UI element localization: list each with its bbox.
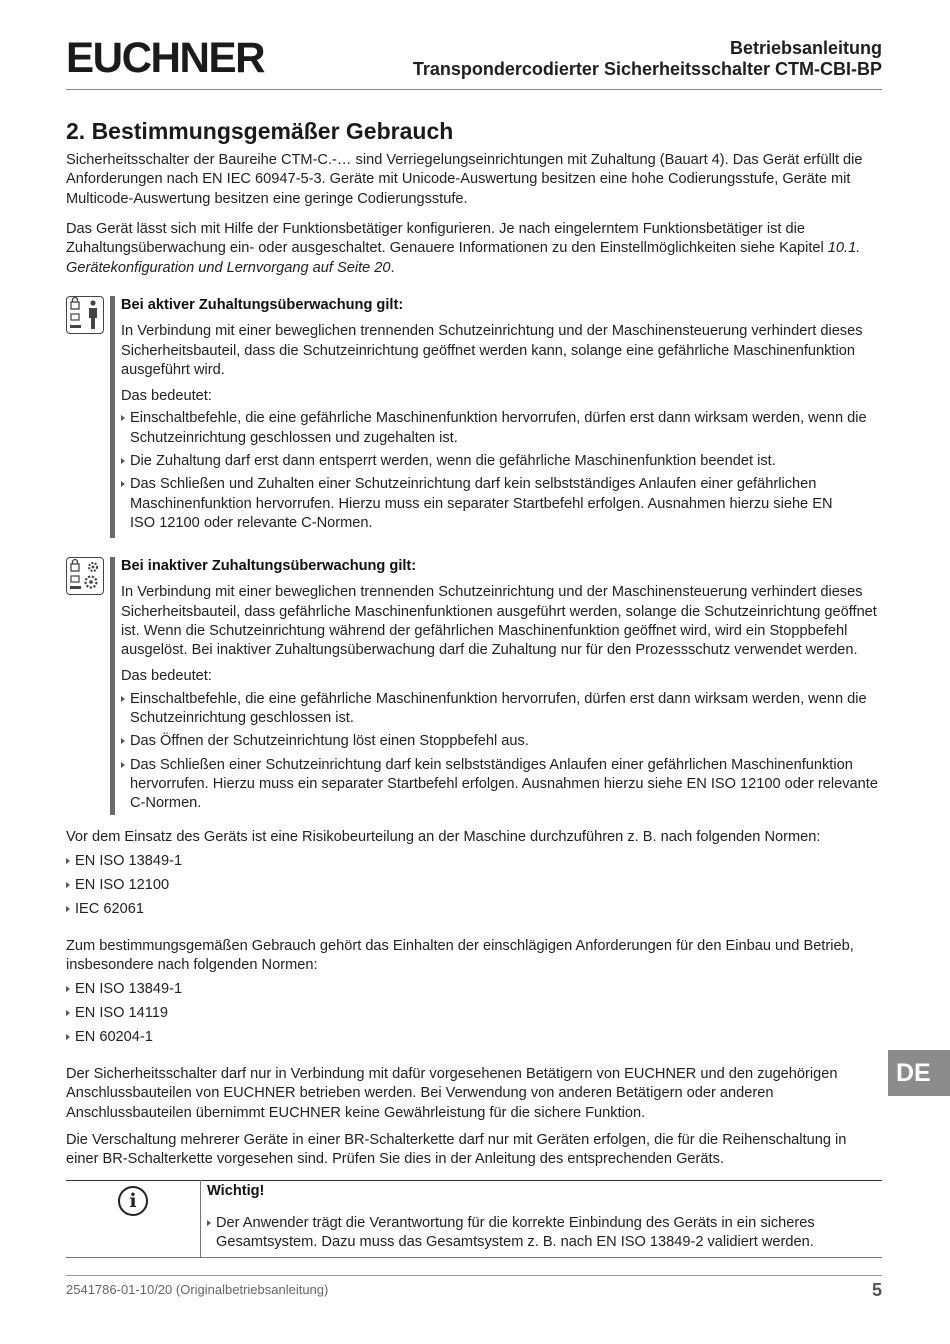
actuators-paragraph: Der Sicherheitsschalter darf nur in Verbindung mit dafür vorgesehenen Betätigern von EUCHNER und den zugehörigen Anschlussbauteilen von EUCHNER betrieben werden. Bei Verwendung von anderen Betätigern oder anderen Anschlussbauteilen übernimmt EUCHNER keine Gewährleistung für die sichere Funktion. — [66, 1066, 838, 1121]
intro-paragraph-1: Sicherheitsschalter der Baureihe CTM-C.-… sind Verriegelungseinrichtungen mit Zuhaltung (Bauart 4). Das Gerät erfüllt die Anforderungen nach EN IEC 60947-5-3. Geräte mit Unicode-Auswertung besitzen eine hohe Codierungsstufe, Geräte mit Multicode-Auswertung besitzen eine geringe Codierungsstufe. — [66, 152, 863, 207]
section-heading: 2. Bestimmungsgemäßer Gebrauch — [66, 118, 454, 144]
list-item: Einschaltbefehle, die eine gefährliche Maschinenfunktion hervorrufen, dürfen erst dann wirksam werden, wenn die Schutzeinrichtung geschlossen und zugehalten ist. — [121, 409, 883, 448]
list-item: Das Schließen einer Schutzeinrichtung darf kein selbstständiges Anlaufen einer gefährlichen Maschinenfunktion hervorrufen. Hierzu muss ein separater Startbefehl erfolgen. Ausnahmen hierzu siehe EN ISO 12100 oder relevante C-Normen. — [121, 756, 882, 814]
risk-norms-list — [66, 852, 882, 924]
info-icon: i — [118, 1186, 148, 1216]
block-active-meaning: Das bedeutet: — [121, 388, 212, 405]
list-item: Der Anwender trägt die Verantwortung für die korrekte Einbindung des Geräts in ein sicheres Gesamtsystem. Dazu muss das Gesamtsystem z. B. nach EN ISO 13849-2 validiert werden. — [207, 1214, 867, 1253]
chapter-reference: 10.1. Gerätekonfiguration und Lernvorgang auf Seite 20 — [66, 240, 861, 276]
product-title: Transpondercodierter Sicherheitsschalter CTM-CBI-BP — [412, 59, 882, 79]
block-active — [121, 296, 883, 533]
block-active-text: In Verbindung mit einer beweglichen trennenden Schutzeinrichtung und der Maschinensteuerung verhindert dieses Sicherheitsbauteil, dass die Schutzeinrichtung geöffnet werden kann, solange eine gefährliche Maschinenfunktion ausgeführt wird. — [121, 323, 863, 378]
person-lock-icon — [66, 296, 104, 334]
lock-gears-icon — [66, 557, 104, 595]
list-item: EN ISO 12100 — [66, 876, 882, 895]
block-inactive-bar — [110, 557, 115, 815]
block-inactive-text: In Verbindung mit einer beweglichen trennenden Schutzeinrichtung und der Maschinensteuerung verhindert dieses Sicherheitsbauteil, dass gefährliche Maschinenfunktionen ausgeführt werden, solange die Schutzeinrichtung geöffnet ist. Wenn die Schutzeinrichtung während der gefährlichen Maschinenfunktion geöffnet wird, wird ein Stoppbefehl ausgelöst. Bei inaktiver Zuhaltungsüberwachung darf die Zuhaltung nur für den Prozessschutz verwendet werden. — [121, 584, 877, 659]
block-active-bar — [110, 296, 115, 538]
list-item: EN ISO 13849-1 — [66, 852, 882, 871]
block-inactive-title: Bei inaktiver Zuhaltungsüberwachung gilt: — [121, 558, 417, 574]
list-item: EN 60204-1 — [66, 1028, 882, 1047]
page-number: 5 — [871, 1280, 882, 1300]
euchner-logo: EUCHNER — [66, 34, 265, 82]
footer-divider — [66, 1275, 882, 1276]
language-tab: DE — [888, 1050, 950, 1096]
intro-paragraph-2: Das Gerät lässt sich mit Hilfe der Funktionsbetätiger konfigurieren. Je nach eingelerntem Funktionsbetätiger ist die Zuhaltungsüberwachung ein- oder ausgeschaltet. Genauere Informationen zu den Einstellmöglichkeiten siehe Kapitel 10.1. Gerätekonfiguration und Lernvorgang auf Seite 20. — [66, 221, 861, 276]
block-inactive-meaning: Das bedeutet: — [121, 668, 212, 685]
block-active-title: Bei aktiver Zuhaltungsüberwachung gilt: — [121, 297, 404, 313]
note-text — [207, 1214, 867, 1253]
list-item: Die Zuhaltung darf erst dann entsperrt werden, wenn die gefährliche Maschinenfunktion beendet ist. — [121, 452, 883, 471]
chain-paragraph: Die Verschaltung mehrerer Geräte in einer BR-Schalterkette darf nur mit Geräten erfolgen, die für die Reihenschaltung in einer BR-Schalterkette vorgesehen sind. Prüfen Sie dies in der Anleitung des entsprechenden Geräts. — [66, 1132, 847, 1168]
list-item: IEC 62061 — [66, 900, 882, 919]
block-inactive — [121, 557, 883, 814]
intended-use-norms-list — [66, 980, 882, 1052]
intended-use-paragraph: Zum bestimmungsgemäßen Gebrauch gehört das Einhalten der einschlägigen Anforderungen für den Einbau und Betrieb, insbesondere nach folgenden Normen: — [66, 938, 854, 974]
note-top-rule — [66, 1180, 882, 1181]
note-title: Wichtig! — [207, 1183, 265, 1199]
note-divider — [200, 1180, 201, 1257]
risk-paragraph: Vor dem Einsatz des Geräts ist eine Risikobeurteilung an der Maschine durchzuführen z. B. nach folgenden Normen: — [66, 829, 821, 845]
list-item: EN ISO 14119 — [66, 1004, 882, 1023]
note-bottom-rule — [66, 1257, 882, 1258]
list-item: Das Öffnen der Schutzeinrichtung löst einen Stoppbefehl aus. — [121, 732, 883, 751]
list-item: EN ISO 13849-1 — [66, 980, 882, 999]
list-item: Einschaltbefehle, die eine gefährliche Maschinenfunktion hervorrufen, dürfen erst dann wirksam werden, wenn die Schutzeinrichtung geschlossen ist. — [121, 690, 883, 729]
document-number: 2541786-01-10/20 (Originalbetriebsanleitung) — [66, 1282, 329, 1297]
header-divider — [66, 89, 882, 90]
list-item: Das Schließen und Zuhalten einer Schutzeinrichtung darf kein selbstständiges Anlaufen einer gefährlichen Maschinenfunktion hervorrufen. Hierzu muss ein separater Startbefehl erfolgen. Ausnahmen hierzu siehe EN ISO 12100 oder relevante C-Normen. — [121, 475, 840, 533]
doc-title: Betriebsanleitung — [729, 38, 882, 58]
